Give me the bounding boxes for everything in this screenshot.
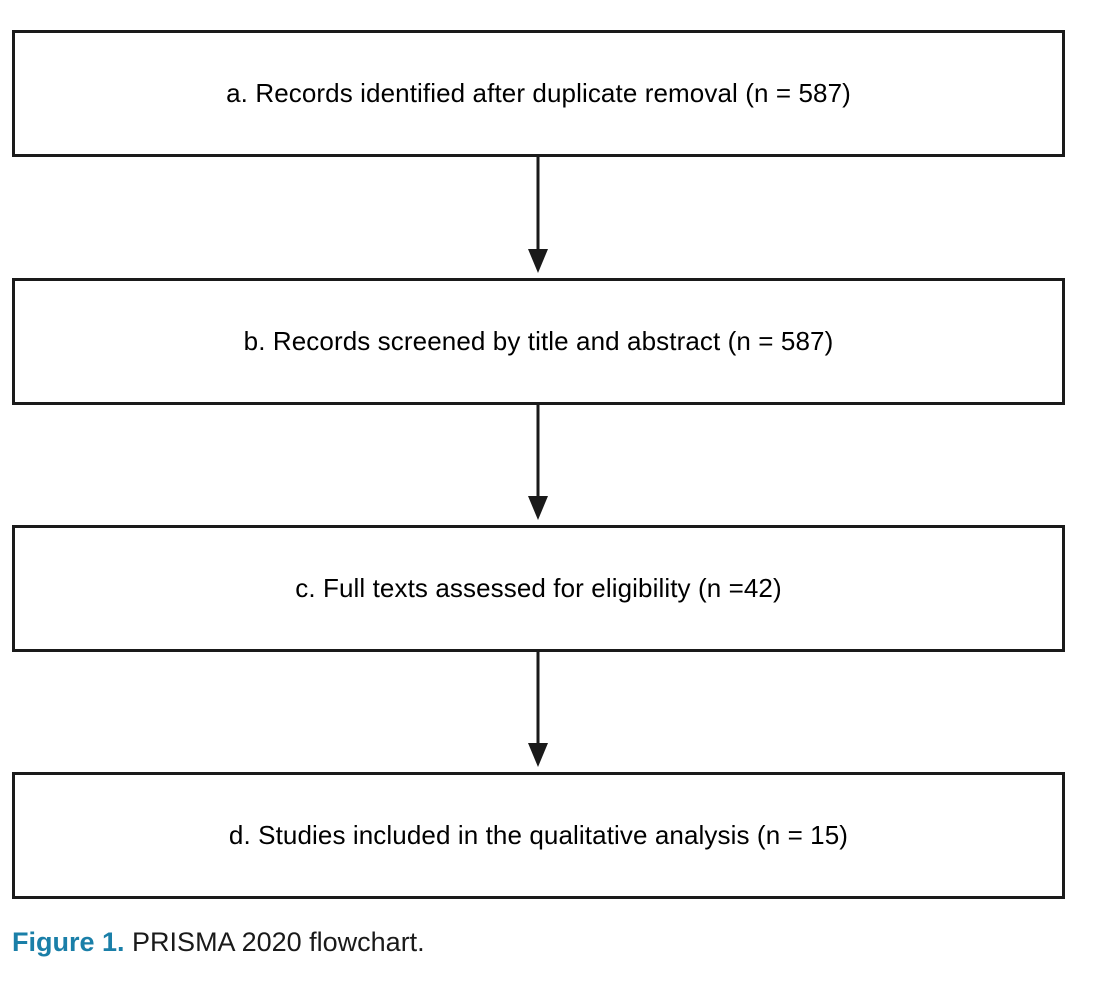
figure-caption-text: PRISMA 2020 flowchart.	[132, 927, 425, 957]
flowchart-node-c-label: c. Full texts assessed for eligibility (n =42)	[295, 573, 782, 604]
flowchart-node-c	[12, 525, 1065, 652]
flowchart-node-a	[12, 30, 1065, 157]
flowchart-node-d-label: d. Studies included in the qualitative analysis (n = 15)	[228, 820, 849, 851]
figure-caption	[12, 925, 1072, 960]
figure-caption-label: Figure 1.	[12, 927, 125, 957]
flowchart-node-b-label: b. Records screened by title and abstract (n = 587)	[243, 326, 834, 357]
flowchart-node-a-label: a. Records identified after duplicate removal (n = 587)	[226, 78, 851, 109]
flowchart-node-b	[12, 278, 1065, 405]
flowchart-node-d	[12, 772, 1065, 899]
